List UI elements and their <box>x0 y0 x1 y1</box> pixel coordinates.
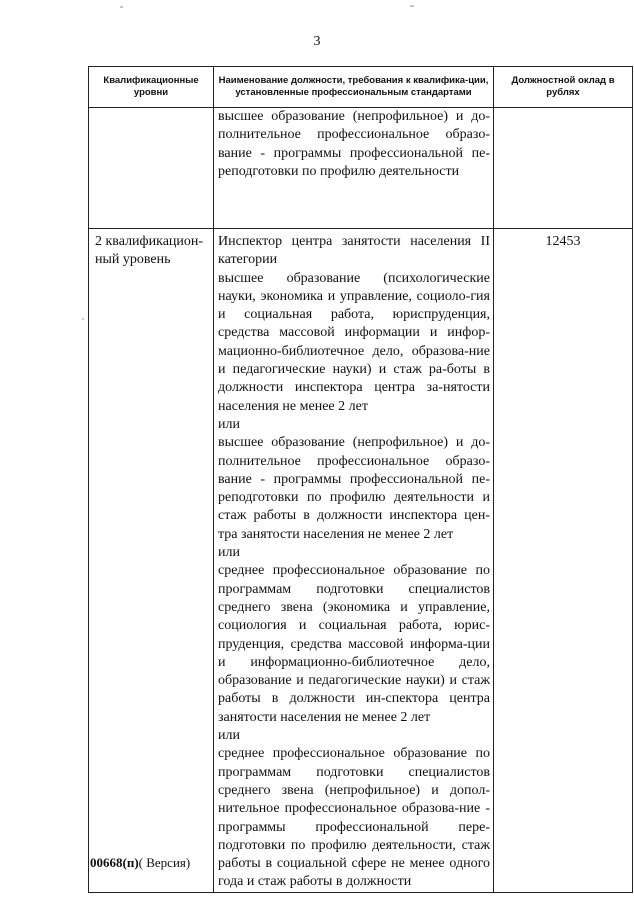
header-qualification-levels: Квалификационные уровни <box>89 67 214 108</box>
scan-speck <box>410 5 414 7</box>
table-header-row <box>89 67 633 108</box>
requirements-cell <box>214 108 494 229</box>
level-cell: 2 квалификацион-ный уровень <box>89 229 214 893</box>
header-salary: Должностной оклад в рублях <box>494 67 633 108</box>
or-separator: или <box>218 545 240 561</box>
document-version: ( Версия) <box>138 855 191 870</box>
document-number: 00668(п) <box>90 855 139 870</box>
header-position-requirements: Наименование должности, требования к квалифика-ции, установленные профессиональным стандартами <box>214 67 494 108</box>
scan-speck <box>82 318 84 320</box>
requirement-paragraph: среднее профессиональное образование по программам подготовки специалистов среднего звена (непрофильное) и допол-нительное профессиональное образова-ние - программы профессиональной пере-подготовки по профилю деятельности, стаж работы в социальной сфере не менее одного года и стаж работы в должности <box>218 746 490 890</box>
salary-table <box>88 66 633 893</box>
salary-cell: 12453 <box>494 229 633 893</box>
or-separator: или <box>218 416 240 432</box>
requirement-paragraph: среднее профессиональное образование по программам подготовки специалистов среднего звена (экономика и управление, социология и социальная работа, юрис-пруденция, средства массовой информа-ции и информационно-библиотечное дело, образование и педагогические науки) и стаж работы в должности ин-спектора центра занятости населения не менее 2 лет <box>218 563 490 725</box>
scan-speck <box>120 6 123 8</box>
table-row <box>89 229 633 893</box>
requirements-cell <box>214 229 494 893</box>
level-cell <box>89 108 214 229</box>
or-separator: или <box>218 728 240 744</box>
position-title: Инспектор центра занятости населения II категории <box>218 234 490 268</box>
requirement-paragraph: высшее образование (психологические науки, экономика и управление, социоло-гия и социальная работа, юриспруденция, средства массовой информации и инфор-мационно-библиотечное дело, образова-ние и педагогические науки) и стаж ра-боты в должности инспектора центра за-нятости населения не менее 2 лет <box>218 270 490 414</box>
requirement-paragraph: высшее образование (непрофильное) и до-полнительное профессиональное образо-вание - программы профессиональной пе-реподготовки по профилю деятельности и стаж работы в должности инспектора цен-тра занятости населения не менее 2 лет <box>218 435 490 542</box>
requirement-paragraph: высшее образование (непрофильное) и до-полнительное профессиональное образо-вание - программы профессиональной пе-реподготовки по профилю деятельности <box>218 109 490 179</box>
salary-cell <box>494 108 633 229</box>
table-row <box>89 108 633 229</box>
document-code <box>90 855 190 871</box>
page-number: 3 <box>313 34 321 49</box>
